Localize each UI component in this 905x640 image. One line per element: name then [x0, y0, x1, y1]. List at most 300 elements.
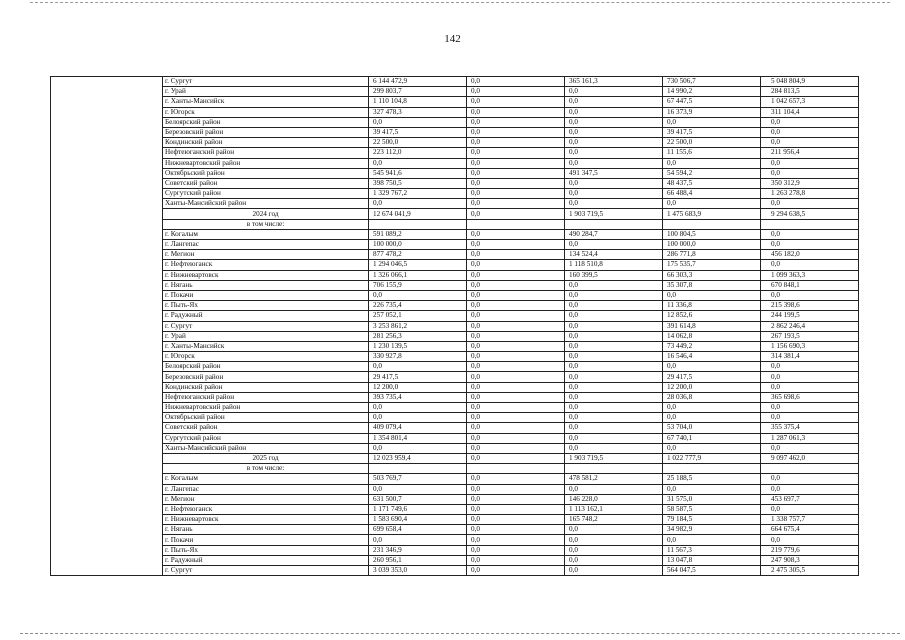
value-cell-3: 0,0	[565, 484, 663, 494]
budget-table	[50, 76, 859, 576]
territory-name-cell: г. Покачи	[163, 535, 369, 545]
blank-leading-cell	[51, 341, 163, 351]
value-cell-5: 1 287 061,3	[761, 433, 859, 443]
blank-leading-cell	[51, 270, 163, 280]
value-cell-4: 175 535,7	[663, 260, 761, 270]
table-row	[51, 107, 859, 117]
territory-name-cell: г. Сургут	[163, 77, 369, 87]
value-cell-5: 2 475 305,5	[761, 566, 859, 576]
value-cell-4: 67 740,1	[663, 433, 761, 443]
value-cell-3: 0,0	[565, 107, 663, 117]
value-cell-1: 631 500,7	[369, 494, 467, 504]
value-cell-5: 314 381,4	[761, 352, 859, 362]
blank-leading-cell	[51, 158, 163, 168]
value-cell-5: 1 156 690,3	[761, 341, 859, 351]
value-cell-3: 134 524,4	[565, 250, 663, 260]
table-row	[51, 138, 859, 148]
territory-name-cell: г. Ханты-Мансийск	[163, 341, 369, 351]
value-cell-3: 0,0	[565, 433, 663, 443]
value-cell-5: 0,0	[761, 260, 859, 270]
territory-name-cell: г. Сургут	[163, 321, 369, 331]
value-cell-2: 0,0	[467, 321, 565, 331]
value-cell-2: 0,0	[467, 127, 565, 137]
value-cell-1: 1 329 767,2	[369, 189, 467, 199]
blank-leading-cell	[51, 392, 163, 402]
value-cell-2: 0,0	[467, 311, 565, 321]
territory-name-cell: г. Когалым	[163, 474, 369, 484]
table-row	[51, 229, 859, 239]
territory-name-cell: Белоярский район	[163, 362, 369, 372]
value-cell-2: 0,0	[467, 413, 565, 423]
territory-name-cell: г. Ханты-Мансийск	[163, 97, 369, 107]
territory-name-cell: Октябрьский район	[163, 168, 369, 178]
value-cell-2: 0,0	[467, 535, 565, 545]
blank-leading-cell	[51, 87, 163, 97]
value-cell-5	[761, 219, 859, 229]
value-cell-3: 0,0	[565, 392, 663, 402]
value-cell-4: 39 417,5	[663, 127, 761, 137]
value-cell-2: 0,0	[467, 260, 565, 270]
table-row	[51, 433, 859, 443]
value-cell-3: 0,0	[565, 362, 663, 372]
value-cell-4: 54 594,2	[663, 168, 761, 178]
territory-name-cell: Нижневартовский район	[163, 403, 369, 413]
table-row	[51, 127, 859, 137]
blank-leading-cell	[51, 352, 163, 362]
value-cell-3	[565, 464, 663, 474]
blank-leading-cell	[51, 403, 163, 413]
territory-name-cell: г. Лангепас	[163, 484, 369, 494]
value-cell-1: 223 112,0	[369, 148, 467, 158]
value-cell-1: 706 155,9	[369, 280, 467, 290]
table-row	[51, 168, 859, 178]
value-cell-1: 1 583 690,4	[369, 515, 467, 525]
table-row	[51, 148, 859, 158]
table-row	[51, 474, 859, 484]
value-cell-1: 877 478,2	[369, 250, 467, 260]
value-cell-2: 0,0	[467, 229, 565, 239]
value-cell-2: 0,0	[467, 199, 565, 209]
value-cell-1: 0,0	[369, 403, 467, 413]
value-cell-2: 0,0	[467, 158, 565, 168]
blank-leading-cell	[51, 148, 163, 158]
value-cell-3: 0,0	[565, 555, 663, 565]
page-number: 142	[444, 33, 461, 45]
value-cell-5: 247 908,3	[761, 555, 859, 565]
territory-name-cell: г. Мегион	[163, 250, 369, 260]
blank-leading-cell	[51, 117, 163, 127]
value-cell-1: 29 417,5	[369, 372, 467, 382]
territory-name-cell: г. Пыть-Ях	[163, 545, 369, 555]
value-cell-5: 0,0	[761, 413, 859, 423]
value-cell-3: 0,0	[565, 117, 663, 127]
subheading-row	[51, 219, 859, 229]
value-cell-1: 281 256,3	[369, 331, 467, 341]
value-cell-3: 0,0	[565, 87, 663, 97]
value-cell-3: 0,0	[565, 443, 663, 453]
value-cell-3: 0,0	[565, 321, 663, 331]
table-row	[51, 403, 859, 413]
value-cell-2: 0,0	[467, 301, 565, 311]
value-cell-2: 0,0	[467, 443, 565, 453]
value-cell-2: 0,0	[467, 352, 565, 362]
blank-leading-cell	[51, 453, 163, 463]
blank-leading-cell	[51, 168, 163, 178]
value-cell-3: 365 161,3	[565, 77, 663, 87]
value-cell-5: 1 042 657,3	[761, 97, 859, 107]
table-row	[51, 270, 859, 280]
value-cell-1: 330 927,8	[369, 352, 467, 362]
value-cell-3: 0,0	[565, 341, 663, 351]
value-cell-4	[663, 464, 761, 474]
blank-leading-cell	[51, 219, 163, 229]
value-cell-4: 100 804,5	[663, 229, 761, 239]
value-cell-2: 0,0	[467, 209, 565, 219]
value-cell-5: 211 956,4	[761, 148, 859, 158]
blank-leading-cell	[51, 209, 163, 219]
blank-leading-cell	[51, 311, 163, 321]
scan-edge-top	[30, 2, 890, 3]
blank-leading-cell	[51, 301, 163, 311]
value-cell-1: 231 346,9	[369, 545, 467, 555]
blank-leading-cell	[51, 97, 163, 107]
value-cell-3: 478 581,2	[565, 474, 663, 484]
territory-name-cell: г. Югорск	[163, 352, 369, 362]
value-cell-3: 0,0	[565, 301, 663, 311]
value-cell-3: 0,0	[565, 352, 663, 362]
territory-name-cell: г. Радужный	[163, 311, 369, 321]
value-cell-3: 0,0	[565, 311, 663, 321]
value-cell-4: 53 704,0	[663, 423, 761, 433]
value-cell-3: 1 118 510,8	[565, 260, 663, 270]
value-cell-4: 0,0	[663, 362, 761, 372]
value-cell-5: 0,0	[761, 158, 859, 168]
table-row	[51, 178, 859, 188]
value-cell-4: 564 047,5	[663, 566, 761, 576]
value-cell-3: 0,0	[565, 525, 663, 535]
table-row	[51, 382, 859, 392]
value-cell-3: 0,0	[565, 290, 663, 300]
blank-leading-cell	[51, 331, 163, 341]
value-cell-2: 0,0	[467, 189, 565, 199]
value-cell-4: 0,0	[663, 403, 761, 413]
value-cell-5: 0,0	[761, 474, 859, 484]
value-cell-1: 22 500,0	[369, 138, 467, 148]
value-cell-5: 267 193,5	[761, 331, 859, 341]
value-cell-4: 1 022 777,9	[663, 453, 761, 463]
value-cell-2: 0,0	[467, 433, 565, 443]
territory-name-cell: г. Нягань	[163, 280, 369, 290]
value-cell-1: 409 079,4	[369, 423, 467, 433]
table-row	[51, 423, 859, 433]
blank-leading-cell	[51, 178, 163, 188]
value-cell-1	[369, 219, 467, 229]
table-row	[51, 199, 859, 209]
value-cell-2: 0,0	[467, 474, 565, 484]
value-cell-4: 25 188,5	[663, 474, 761, 484]
blank-leading-cell	[51, 229, 163, 239]
value-cell-1: 0,0	[369, 362, 467, 372]
value-cell-2: 0,0	[467, 515, 565, 525]
table-row	[51, 311, 859, 321]
value-cell-4: 35 307,8	[663, 280, 761, 290]
table-row	[51, 250, 859, 260]
table-row	[51, 413, 859, 423]
blank-leading-cell	[51, 504, 163, 514]
value-cell-5: 0,0	[761, 138, 859, 148]
table-row	[51, 260, 859, 270]
value-cell-3: 0,0	[565, 423, 663, 433]
value-cell-3: 0,0	[565, 566, 663, 576]
territory-name-cell: г. Урай	[163, 87, 369, 97]
value-cell-2	[467, 219, 565, 229]
value-cell-1: 591 089,2	[369, 229, 467, 239]
table-row	[51, 97, 859, 107]
value-cell-1: 260 956,1	[369, 555, 467, 565]
territory-name-cell: г. Нижневартовск	[163, 515, 369, 525]
value-cell-4: 16 373,9	[663, 107, 761, 117]
value-cell-2: 0,0	[467, 525, 565, 535]
scan-edge-bottom	[20, 633, 900, 634]
value-cell-4: 16 546,4	[663, 352, 761, 362]
value-cell-5: 215 398,6	[761, 301, 859, 311]
table-row	[51, 504, 859, 514]
value-cell-1: 0,0	[369, 117, 467, 127]
value-cell-5: 664 675,4	[761, 525, 859, 535]
territory-name-cell: Нефтеюганский район	[163, 392, 369, 402]
value-cell-2: 0,0	[467, 97, 565, 107]
value-cell-5: 0,0	[761, 443, 859, 453]
value-cell-3: 0,0	[565, 403, 663, 413]
table-row	[51, 494, 859, 504]
value-cell-2: 0,0	[467, 250, 565, 260]
value-cell-2: 0,0	[467, 545, 565, 555]
value-cell-5: 0,0	[761, 504, 859, 514]
blank-leading-cell	[51, 382, 163, 392]
year-total-row	[51, 453, 859, 463]
value-cell-4: 11 567,3	[663, 545, 761, 555]
blank-leading-cell	[51, 260, 163, 270]
value-cell-1: 0,0	[369, 535, 467, 545]
value-cell-1: 699 658,4	[369, 525, 467, 535]
value-cell-1: 226 735,4	[369, 301, 467, 311]
blank-leading-cell	[51, 494, 163, 504]
value-cell-2: 0,0	[467, 270, 565, 280]
value-cell-1: 545 941,6	[369, 168, 467, 178]
value-cell-4: 14 990,2	[663, 87, 761, 97]
territory-name-cell: г. Нягань	[163, 525, 369, 535]
value-cell-4: 34 982,9	[663, 525, 761, 535]
value-cell-4: 31 575,0	[663, 494, 761, 504]
blank-leading-cell	[51, 290, 163, 300]
value-cell-2: 0,0	[467, 87, 565, 97]
value-cell-4	[663, 219, 761, 229]
value-cell-5: 0,0	[761, 127, 859, 137]
value-cell-5: 350 312,9	[761, 178, 859, 188]
value-cell-2	[467, 464, 565, 474]
table-row	[51, 555, 859, 565]
value-cell-5: 0,0	[761, 403, 859, 413]
territory-name-cell: г. Радужный	[163, 555, 369, 565]
value-cell-4: 28 036,8	[663, 392, 761, 402]
value-cell-2: 0,0	[467, 372, 565, 382]
value-cell-1: 12 023 959,4	[369, 453, 467, 463]
value-cell-3: 0,0	[565, 413, 663, 423]
value-cell-2: 0,0	[467, 240, 565, 250]
table-row	[51, 372, 859, 382]
value-cell-3: 0,0	[565, 189, 663, 199]
value-cell-4: 0,0	[663, 199, 761, 209]
value-cell-5: 0,0	[761, 362, 859, 372]
blank-leading-cell	[51, 474, 163, 484]
value-cell-4: 14 062,8	[663, 331, 761, 341]
value-cell-5: 2 862 246,4	[761, 321, 859, 331]
table-row	[51, 525, 859, 535]
territory-name-cell: г. Мегион	[163, 494, 369, 504]
value-cell-3: 146 228,0	[565, 494, 663, 504]
value-cell-2: 0,0	[467, 403, 565, 413]
blank-leading-cell	[51, 555, 163, 565]
blank-leading-cell	[51, 127, 163, 137]
value-cell-4: 67 447,5	[663, 97, 761, 107]
value-cell-4: 11 336,8	[663, 301, 761, 311]
table-row	[51, 545, 859, 555]
table-row	[51, 331, 859, 341]
value-cell-4: 66 303,3	[663, 270, 761, 280]
territory-name-cell: г. Нефтеюганск	[163, 504, 369, 514]
value-cell-2: 0,0	[467, 107, 565, 117]
territory-name-cell: Березовский район	[163, 372, 369, 382]
table-row	[51, 321, 859, 331]
value-cell-5: 0,0	[761, 484, 859, 494]
value-cell-5: 0,0	[761, 199, 859, 209]
table-row	[51, 341, 859, 351]
subheading-row	[51, 464, 859, 474]
blank-leading-cell	[51, 107, 163, 117]
value-cell-3: 1 903 719,5	[565, 209, 663, 219]
value-cell-3: 0,0	[565, 127, 663, 137]
value-cell-2: 0,0	[467, 138, 565, 148]
table-row	[51, 290, 859, 300]
value-cell-5	[761, 464, 859, 474]
value-cell-5: 244 199,5	[761, 311, 859, 321]
value-cell-2: 0,0	[467, 168, 565, 178]
blank-leading-cell	[51, 484, 163, 494]
value-cell-3: 0,0	[565, 148, 663, 158]
table-body	[51, 77, 859, 576]
value-cell-2: 0,0	[467, 178, 565, 188]
territory-name-cell: Ханты-Мансийский район	[163, 199, 369, 209]
territory-name-cell: Советский район	[163, 423, 369, 433]
value-cell-1: 3 039 353,0	[369, 566, 467, 576]
value-cell-5: 453 697,7	[761, 494, 859, 504]
value-cell-2: 0,0	[467, 148, 565, 158]
blank-leading-cell	[51, 362, 163, 372]
value-cell-5: 355 375,4	[761, 423, 859, 433]
value-cell-1: 0,0	[369, 484, 467, 494]
table-row	[51, 189, 859, 199]
value-cell-4: 22 500,0	[663, 138, 761, 148]
value-cell-4: 0,0	[663, 484, 761, 494]
table-row	[51, 392, 859, 402]
blank-leading-cell	[51, 372, 163, 382]
value-cell-2: 0,0	[467, 494, 565, 504]
value-cell-5: 5 048 804,9	[761, 77, 859, 87]
value-cell-1: 1 294 046,5	[369, 260, 467, 270]
blank-leading-cell	[51, 443, 163, 453]
value-cell-3: 491 347,5	[565, 168, 663, 178]
territory-name-cell: Нефтеюганский район	[163, 148, 369, 158]
table-row	[51, 443, 859, 453]
table-row	[51, 87, 859, 97]
territory-name-cell: Сургутский район	[163, 189, 369, 199]
table-row	[51, 77, 859, 87]
table-row	[51, 117, 859, 127]
value-cell-4: 0,0	[663, 158, 761, 168]
value-cell-5: 9 097 462,0	[761, 453, 859, 463]
value-cell-2: 0,0	[467, 484, 565, 494]
blank-leading-cell	[51, 515, 163, 525]
value-cell-3: 0,0	[565, 97, 663, 107]
value-cell-4: 48 437,5	[663, 178, 761, 188]
value-cell-1: 398 750,5	[369, 178, 467, 188]
value-cell-1: 0,0	[369, 443, 467, 453]
value-cell-2: 0,0	[467, 423, 565, 433]
value-cell-3: 1 113 162,1	[565, 504, 663, 514]
value-cell-5: 0,0	[761, 117, 859, 127]
value-cell-3: 0,0	[565, 158, 663, 168]
value-cell-4: 0,0	[663, 535, 761, 545]
value-cell-4: 1 475 683,9	[663, 209, 761, 219]
value-cell-4: 11 155,6	[663, 148, 761, 158]
blank-leading-cell	[51, 199, 163, 209]
value-cell-4: 391 614,8	[663, 321, 761, 331]
table-row	[51, 352, 859, 362]
blank-leading-cell	[51, 77, 163, 87]
value-cell-4: 66 488,4	[663, 189, 761, 199]
territory-name-cell: Березовский район	[163, 127, 369, 137]
blank-leading-cell	[51, 280, 163, 290]
value-cell-2: 0,0	[467, 362, 565, 372]
value-cell-4: 730 506,7	[663, 77, 761, 87]
value-cell-3: 165 748,2	[565, 515, 663, 525]
blank-leading-cell	[51, 525, 163, 535]
value-cell-3: 0,0	[565, 280, 663, 290]
table-row	[51, 362, 859, 372]
blank-leading-cell	[51, 566, 163, 576]
value-cell-2: 0,0	[467, 117, 565, 127]
value-cell-5: 0,0	[761, 229, 859, 239]
year-total-row	[51, 209, 859, 219]
value-cell-5: 670 848,1	[761, 280, 859, 290]
value-cell-4: 0,0	[663, 443, 761, 453]
value-cell-2: 0,0	[467, 566, 565, 576]
territory-name-cell: г. Пыть-Ях	[163, 301, 369, 311]
territory-name-cell: г. Лангепас	[163, 240, 369, 250]
value-cell-3: 0,0	[565, 138, 663, 148]
blank-leading-cell	[51, 240, 163, 250]
value-cell-4: 29 417,5	[663, 372, 761, 382]
territory-name-cell: г. Урай	[163, 331, 369, 341]
value-cell-1: 1 171 749,6	[369, 504, 467, 514]
value-cell-1: 0,0	[369, 290, 467, 300]
territory-name-cell: Кондинский район	[163, 382, 369, 392]
value-cell-1: 1 230 139,5	[369, 341, 467, 351]
value-cell-2: 0,0	[467, 392, 565, 402]
value-cell-3: 0,0	[565, 535, 663, 545]
territory-name-cell: г. Когалым	[163, 229, 369, 239]
value-cell-1: 12 674 041,9	[369, 209, 467, 219]
